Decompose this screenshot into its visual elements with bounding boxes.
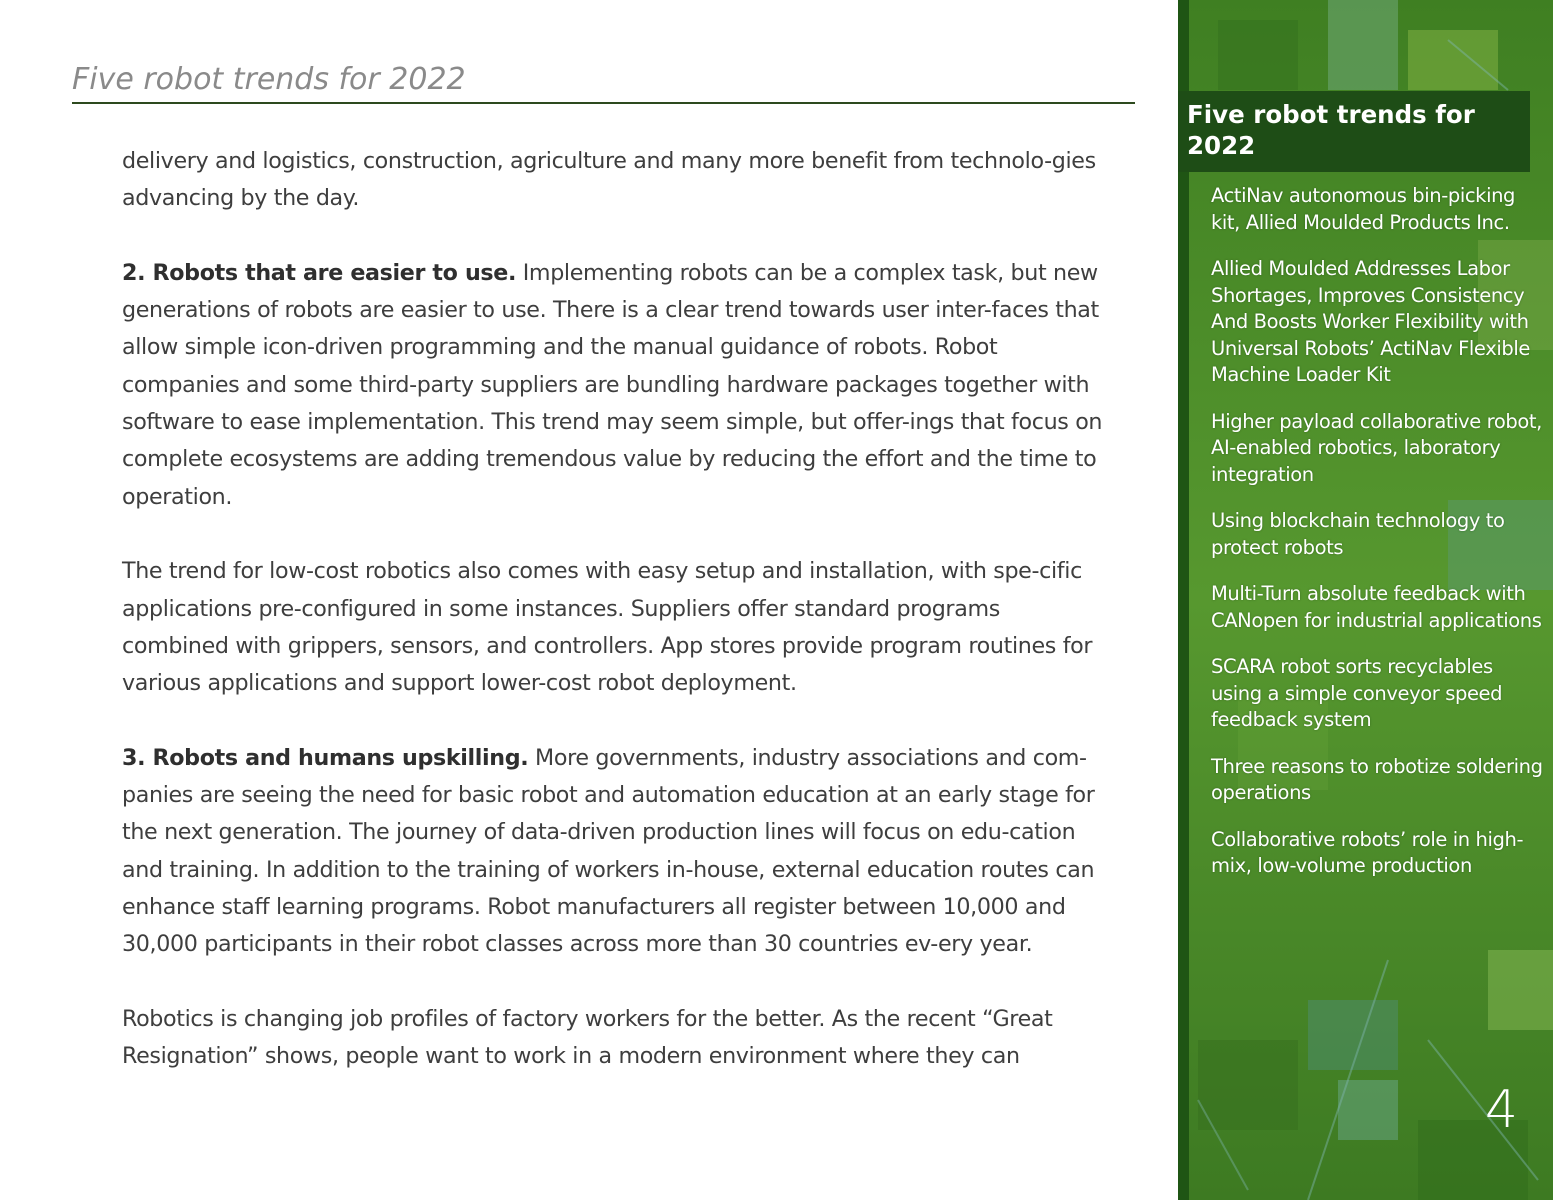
paragraph-job-profiles: Robotics is changing job profiles of factory workers for the better. As the recent “Great Resignation” shows, people want to work in a modern environment where they can	[122, 1005, 1053, 1070]
paragraph-trend-2	[122, 255, 1112, 516]
trend-3-heading: 3. Robots and humans upskilling.	[122, 744, 529, 771]
sidebar-title-box	[1178, 91, 1530, 172]
sidebar-link-blockchain[interactable]: Using blockchain technology to protect robots	[1211, 509, 1505, 559]
sidebar-link-cobots-high-mix[interactable]: Collaborative robots’ role in high-mix, low-volume production	[1211, 827, 1524, 877]
trend-2-heading: 2. Robots that are easier to use.	[122, 259, 517, 286]
trend-3-text: More governments, industry associations and com-panies are seeing the need for basic robot and automation education at an early stage for the next generation. The journey of data-driven production lines will focus on edu-cation and training. In addition to the training of workers in-house, external education routes can enhance staff learning programs. Robot manufacturers all register between 10,000 and 30,000 participants in their robot classes across more than 30 countries ev-ery year.	[122, 744, 1095, 958]
running-header-title: Five robot trends for 2022	[72, 62, 466, 97]
article-body	[122, 143, 1112, 1113]
page-number: 4	[1484, 1080, 1518, 1140]
sidebar-link-scara[interactable]: SCARA robot sorts recyclables using a simple conveyor speed feedback system	[1211, 655, 1503, 731]
sidebar-edge-band	[1178, 0, 1189, 1200]
sidebar-link-soldering[interactable]: Three reasons to robotize soldering operations	[1211, 754, 1543, 804]
sidebar-link-actinav-kit[interactable]: ActiNav autonomous bin-picking kit, Allied Moulded Products Inc.	[1211, 184, 1516, 234]
trend-2-text: Implementing robots can be a complex task, but new generations of robots are easier to use. There is a clear trend towards user inter-faces that allow simple icon-driven programming and the manual guidance of robots. Robot companies and some third-party suppliers are bundling hardware packages together with software to ease implementation. This trend may seem simple, but offer-ings that focus on complete ecosystems are adding tremendous value by reducing the effort and the time to operation.	[122, 259, 1103, 510]
sidebar	[1178, 0, 1553, 1200]
header-divider	[72, 102, 1135, 104]
sidebar-link-higher-payload[interactable]: Higher payload collaborative robot, AI-enabled robotics, laboratory integration	[1211, 409, 1542, 486]
paragraph-low-cost: The trend for low-cost robotics also comes with easy setup and installation, with spe-cific applications pre-configured in some instances. Suppliers offer standard programs combined with grippers, sensors, and controllers. App stores provide program routines for various applications and support lower-cost robot deployment.	[122, 558, 1093, 697]
paragraph-trend-3	[122, 740, 1112, 964]
sidebar-title: Five robot trends for 2022	[1187, 100, 1475, 160]
sidebar-article-list	[1211, 183, 1549, 900]
sidebar-link-allied-moulded[interactable]: Allied Moulded Addresses Labor Shortages, Improves Consistency And Boosts Worker Flexibility with Universal Robots’ ActiNav Flexible Machine Loader Kit	[1211, 257, 1530, 386]
paragraph-intro: delivery and logistics, construction, agriculture and many more benefit from technolo-gies advancing by the day.	[122, 148, 1096, 212]
sidebar-link-multi-turn[interactable]: Multi-Turn absolute feedback with CANopen for industrial applications	[1211, 582, 1542, 632]
